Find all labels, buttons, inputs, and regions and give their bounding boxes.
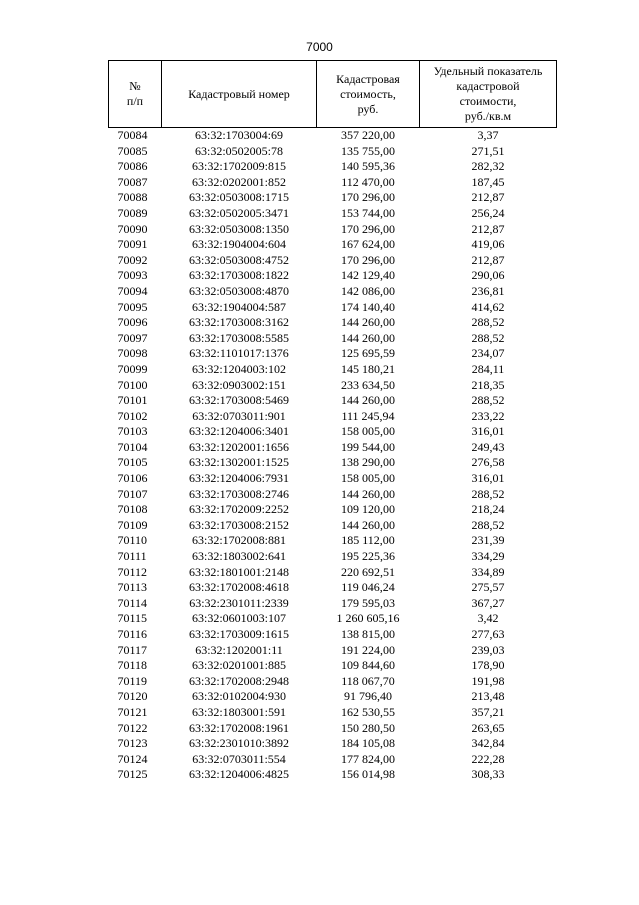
cell-row-number: 70095	[117, 299, 148, 314]
table-row	[109, 565, 557, 581]
page-number: 7000	[306, 40, 333, 54]
cell-row-number: 70112	[117, 564, 148, 579]
table-row	[109, 502, 557, 518]
cell-cadastral-number: 63:32:2301011:2339	[189, 595, 289, 610]
table-header-row	[109, 61, 557, 128]
cell-cadastral-number: 63:32:1803002:641	[191, 549, 286, 564]
cell-specific-indicator: 288,52	[471, 486, 505, 501]
cell-cadastral-number: 63:32:0502005:3471	[188, 205, 289, 220]
cell-specific-indicator: 178,90	[471, 658, 505, 673]
cell-cadastral-value: 119 046,24	[341, 580, 395, 595]
cell-row-number: 70117	[117, 642, 148, 657]
cell-row-number: 70086	[117, 159, 148, 174]
cell-specific-indicator: 414,62	[471, 299, 505, 314]
cell-cadastral-value: 109 844,60	[341, 658, 395, 673]
header-cadastral-number	[162, 61, 317, 128]
cell-specific-indicator: 316,01	[471, 424, 505, 439]
cell-cadastral-value: 220 692,51	[341, 564, 395, 579]
cell-cadastral-value: 185 112,00	[341, 533, 395, 548]
table-row	[109, 346, 557, 362]
table-row	[109, 533, 557, 549]
header-number	[109, 61, 162, 128]
table-row	[109, 128, 557, 144]
header-specific-line4: руб./кв.м	[464, 109, 512, 123]
cell-cadastral-value: 233 634,50	[341, 377, 395, 392]
cell-row-number: 70121	[117, 704, 148, 719]
cell-cadastral-value: 118 067,70	[341, 673, 395, 688]
cell-cadastral-number: 63:32:1703008:3162	[188, 315, 289, 330]
cell-cadastral-number: 63:32:1204006:3401	[188, 424, 289, 439]
cell-cadastral-number: 63:32:1904004:604	[191, 237, 286, 252]
cell-cadastral-value: 158 005,00	[341, 471, 395, 486]
cell-cadastral-value: 150 280,50	[341, 720, 395, 735]
cell-cadastral-number: 63:32:1703004:69	[162, 128, 317, 144]
cell-cadastral-number: 63:32:1702009:2252	[188, 502, 289, 517]
cell-cadastral-value: 135 755,00	[341, 143, 395, 158]
cell-cadastral-number: 63:32:0903002:151	[191, 377, 286, 392]
cell-cadastral-value: 1 260 605,16	[336, 611, 400, 626]
cell-cadastral-number: 63:32:0703011:554	[192, 751, 286, 766]
cell-cadastral-value: 109 120,00	[341, 502, 395, 517]
table-row	[109, 159, 557, 175]
table-row	[109, 222, 557, 238]
table-row	[109, 689, 557, 705]
cell-row-number: 70096	[117, 315, 148, 330]
cell-row-number: 70122	[117, 720, 148, 735]
table-row	[109, 206, 557, 222]
cell-cadastral-value: 158 005,00	[341, 424, 395, 439]
table-row	[109, 674, 557, 690]
cell-specific-indicator: 290,06	[471, 268, 505, 283]
cell-specific-indicator: 256,24	[471, 205, 505, 220]
table-row	[109, 268, 557, 284]
cell-row-number: 70100	[117, 377, 148, 392]
header-cadastral-value	[317, 61, 420, 128]
cell-specific-indicator: 277,63	[471, 627, 505, 641]
cell-cadastral-value: 174 140,40	[341, 299, 395, 314]
cell-row-number: 70089	[117, 205, 148, 220]
cell-cadastral-value: 170 296,00	[341, 221, 395, 236]
table-row	[109, 393, 557, 409]
cell-specific-indicator: 367,27	[471, 595, 505, 610]
cell-row-number: 70094	[117, 283, 148, 298]
cell-cadastral-value: 144 260,00	[341, 486, 395, 501]
cell-cadastral-value: 140 595,36	[341, 159, 395, 174]
table-row	[109, 627, 557, 643]
cell-specific-indicator: 222,28	[471, 751, 505, 766]
cell-cadastral-value: 199 544,00	[341, 439, 395, 454]
cell-cadastral-number: 63:32:1101017:1376	[189, 346, 289, 361]
cell-cadastral-number: 63:32:0601003:107	[191, 611, 286, 626]
cell-specific-indicator: 357,21	[471, 704, 505, 719]
cell-row-number: 70107	[117, 486, 148, 501]
cell-cadastral-value: 142 086,00	[341, 283, 395, 298]
cell-cadastral-value: 156 014,98	[341, 767, 395, 782]
table-row	[109, 611, 557, 627]
cell-cadastral-value: 167 624,00	[341, 237, 395, 252]
table-row	[109, 300, 557, 316]
cell-cadastral-number: 63:32:2301010:3892	[188, 736, 289, 751]
cell-cadastral-number: 63:32:0703011:901	[192, 408, 286, 423]
cell-cadastral-number: 63:32:0502005:78	[194, 143, 283, 158]
header-number-line1: №	[129, 79, 141, 93]
cell-cadastral-value: 138 815,00	[341, 627, 395, 641]
cell-cadastral-value: 357 220,00	[317, 128, 420, 144]
cell-specific-indicator: 288,52	[471, 330, 505, 345]
cell-row-number: 70115	[117, 611, 148, 626]
cell-specific-indicator: 275,57	[471, 580, 505, 595]
cell-row-number: 70097	[117, 330, 148, 345]
cell-cadastral-number: 63:32:1302001:1525	[188, 455, 289, 470]
cell-cadastral-value: 144 260,00	[341, 393, 395, 408]
cell-specific-indicator: 263,65	[471, 720, 505, 735]
cell-cadastral-number: 63:32:1703008:2746	[188, 486, 289, 501]
cell-specific-indicator: 218,24	[471, 502, 505, 517]
table-row	[109, 596, 557, 612]
header-specific-indicator	[420, 61, 557, 128]
cell-cadastral-number: 63:32:1702008:4618	[188, 580, 289, 595]
table-row	[109, 752, 557, 768]
cell-cadastral-value: 162 530,55	[341, 704, 395, 719]
cell-row-number: 70118	[117, 658, 148, 673]
cell-row-number: 70113	[117, 580, 148, 595]
cell-cadastral-number: 63:32:0503008:1715	[188, 190, 289, 205]
cell-cadastral-number: 63:32:1202001:11	[195, 642, 283, 657]
cell-specific-indicator: 218,35	[471, 377, 505, 392]
cell-row-number: 70103	[117, 424, 148, 439]
table-row	[109, 455, 557, 471]
cell-row-number: 70104	[117, 439, 148, 454]
table-row	[109, 736, 557, 752]
cell-cadastral-number: 63:32:0503008:1350	[188, 221, 289, 236]
cell-cadastral-number: 63:32:0202001:852	[191, 174, 286, 189]
cell-cadastral-number: 63:32:1703009:1615	[188, 627, 289, 641]
table-row	[109, 315, 557, 331]
cell-row-number: 70119	[117, 673, 148, 688]
cell-row-number: 70109	[117, 517, 148, 532]
table-row	[109, 175, 557, 191]
table-row	[109, 549, 557, 565]
table-row	[109, 253, 557, 269]
cell-specific-indicator: 419,06	[471, 237, 505, 252]
table-row	[109, 284, 557, 300]
cell-row-number: 70091	[117, 237, 148, 252]
cell-cadastral-number: 63:32:1204006:4825	[188, 767, 289, 782]
header-specific-line1: Удельный показатель	[433, 64, 543, 78]
table-row	[109, 518, 557, 534]
cell-specific-indicator: 3,37	[420, 128, 557, 144]
cell-cadastral-number: 63:32:1204003:102	[191, 361, 286, 376]
header-specific-line3: стоимости,	[459, 94, 517, 108]
cell-cadastral-value: 142 129,40	[341, 268, 395, 283]
cell-cadastral-number: 63:32:0503008:4870	[188, 283, 289, 298]
cell-specific-indicator: 288,52	[471, 315, 505, 330]
cell-row-number: 70111	[117, 549, 147, 564]
table-body	[109, 128, 557, 783]
cell-cadastral-value: 138 290,00	[341, 455, 395, 470]
cell-cadastral-value: 125 695,59	[341, 346, 395, 361]
cell-cadastral-value: 170 296,00	[341, 252, 395, 267]
cell-cadastral-value: 144 260,00	[341, 517, 395, 532]
table-row	[109, 144, 557, 160]
cell-cadastral-value: 112 470,00	[341, 174, 395, 189]
cell-specific-indicator: 288,52	[471, 517, 505, 532]
table-row	[109, 471, 557, 487]
cell-row-number: 70085	[117, 143, 148, 158]
cell-cadastral-value: 191 224,00	[341, 642, 395, 657]
cell-cadastral-value: 144 260,00	[341, 315, 395, 330]
cell-specific-indicator: 233,22	[471, 408, 505, 423]
cell-cadastral-value: 179 595,03	[341, 595, 395, 610]
cell-row-number: 70116	[117, 627, 148, 641]
cell-specific-indicator: 234,07	[471, 346, 505, 361]
cell-specific-indicator: 213,48	[471, 689, 505, 704]
cell-cadastral-value: 111 245,94	[341, 408, 395, 423]
table-row	[109, 440, 557, 456]
cell-cadastral-value: 195 225,36	[341, 549, 395, 564]
header-cadastral-number-text: Кадастровый номер	[188, 86, 290, 101]
cell-cadastral-number: 63:32:1702008:2948	[188, 673, 289, 688]
cell-specific-indicator: 308,33	[471, 767, 505, 782]
header-specific-line2: кадастровой	[456, 79, 520, 93]
table-row	[109, 643, 557, 659]
cell-specific-indicator: 284,11	[471, 361, 505, 376]
cell-cadastral-value: 170 296,00	[341, 190, 395, 205]
cell-row-number: 70102	[117, 408, 148, 423]
table-row	[109, 658, 557, 674]
cell-specific-indicator: 212,87	[471, 221, 505, 236]
cell-row-number: 70123	[117, 736, 148, 751]
cell-cadastral-number: 63:32:1703008:5585	[188, 330, 289, 345]
cell-row-number: 70125	[117, 767, 148, 782]
cell-cadastral-number: 63:32:1702009:815	[191, 159, 286, 174]
cell-cadastral-number: 63:32:1204006:7931	[188, 471, 289, 486]
cell-specific-indicator: 334,89	[471, 564, 505, 579]
cell-specific-indicator: 276,58	[471, 455, 505, 470]
table-row	[109, 331, 557, 347]
cell-specific-indicator: 231,39	[471, 533, 505, 548]
table-row	[109, 424, 557, 440]
table-row	[109, 580, 557, 596]
cell-cadastral-value: 145 180,21	[341, 361, 395, 376]
header-cadastral-value-line1: Кадастровая	[336, 71, 400, 86]
cell-cadastral-number: 63:32:1703008:1822	[188, 268, 289, 283]
cell-cadastral-number: 63:32:1904004:587	[191, 299, 286, 314]
table-row	[109, 487, 557, 503]
cell-cadastral-number: 63:32:0201001:885	[191, 658, 286, 673]
cell-row-number: 70106	[117, 471, 148, 486]
table-row	[109, 190, 557, 206]
cell-row-number: 70114	[117, 595, 148, 610]
cell-cadastral-number: 63:32:0503008:4752	[188, 252, 289, 267]
cell-specific-indicator: 249,43	[471, 439, 505, 454]
cell-row-number: 70084	[109, 128, 162, 144]
cell-cadastral-number: 63:32:1702008:881	[191, 533, 286, 548]
table-row	[109, 705, 557, 721]
cell-row-number: 70092	[117, 252, 148, 267]
table-row	[109, 767, 557, 783]
cell-row-number: 70098	[117, 346, 148, 361]
cell-specific-indicator: 334,29	[471, 549, 505, 564]
header-number-line2: п/п	[126, 94, 144, 108]
table-row	[109, 721, 557, 737]
cell-row-number: 70124	[117, 751, 148, 766]
cell-specific-indicator: 282,32	[471, 159, 505, 174]
cell-specific-indicator: 288,52	[471, 393, 505, 408]
cell-specific-indicator: 3,42	[477, 611, 499, 626]
table-row	[109, 378, 557, 394]
cell-cadastral-number: 63:32:1803001:591	[191, 704, 286, 719]
cell-specific-indicator: 191,98	[471, 673, 505, 688]
cell-specific-indicator: 212,87	[471, 190, 505, 205]
cell-cadastral-value: 184 105,08	[341, 736, 395, 751]
cell-row-number: 70090	[117, 221, 148, 236]
cell-row-number: 70099	[117, 361, 148, 376]
cell-row-number: 70093	[117, 268, 148, 283]
cell-row-number: 70110	[117, 533, 148, 548]
cell-specific-indicator: 212,87	[471, 252, 505, 267]
cadastral-table	[108, 60, 557, 783]
cell-specific-indicator: 187,45	[471, 174, 505, 189]
cell-row-number: 70101	[117, 393, 148, 408]
table-row	[109, 409, 557, 425]
cell-cadastral-value: 91 796,40	[344, 689, 392, 704]
cell-row-number: 70120	[117, 689, 148, 704]
cell-row-number: 70087	[117, 174, 148, 189]
header-cadastral-value-line3: руб.	[357, 101, 379, 116]
cell-cadastral-number: 63:32:1702008:1961	[188, 720, 289, 735]
table-row	[109, 237, 557, 253]
cell-cadastral-value: 144 260,00	[341, 330, 395, 345]
cell-cadastral-number: 63:32:1703008:5469	[188, 393, 289, 408]
cell-cadastral-number: 63:32:1202001:1656	[188, 439, 289, 454]
cell-cadastral-number: 63:32:1801001:2148	[188, 564, 289, 579]
header-cadastral-value-line2: стоимость,	[340, 86, 396, 101]
cell-row-number: 70108	[117, 502, 148, 517]
cell-cadastral-number: 63:32:1703008:2152	[188, 517, 289, 532]
cell-specific-indicator: 271,51	[471, 143, 505, 158]
cell-specific-indicator: 342,84	[471, 736, 505, 751]
cell-cadastral-number: 63:32:0102004:930	[191, 689, 286, 704]
cell-row-number: 70105	[117, 455, 148, 470]
cell-cadastral-value: 177 824,00	[341, 751, 395, 766]
cell-row-number: 70088	[117, 190, 148, 205]
cell-cadastral-value: 153 744,00	[341, 205, 395, 220]
cell-specific-indicator: 236,81	[471, 283, 505, 298]
cell-specific-indicator: 316,01	[471, 471, 505, 486]
cell-specific-indicator: 239,03	[471, 642, 505, 657]
table-row	[109, 362, 557, 378]
